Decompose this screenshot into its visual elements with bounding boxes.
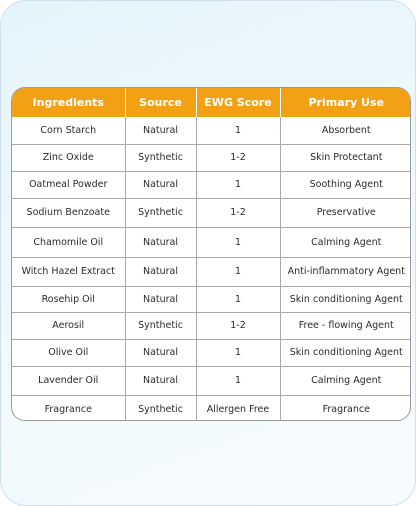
cell-source: Natural [125,227,196,257]
table-row [12,117,411,144]
cell-ingredient: Fragrance [12,395,125,421]
cell-ewg-score: 1 [196,366,280,395]
cell-source: Natural [125,286,196,312]
cell-primary-use: Fragrance [322,403,370,415]
table-row [12,198,411,227]
header-ingredients: Ingredients [12,88,125,117]
cell-ewg-score: 1-2 [196,144,280,171]
cell-ewg-score: 1 [196,257,280,286]
table-row [12,395,411,421]
table-header-row [12,88,411,117]
cell-ingredient: Sodium Benzoate [12,198,125,227]
cell-source: Synthetic [125,198,196,227]
ingredients-table-grid [12,88,411,421]
cell-primary-use: Free - flowing Agent [280,312,411,339]
cell-source: Natural [125,339,196,366]
cell-ingredient: Lavender Oil [12,366,125,395]
cell-primary-use: Skin Protectant [280,144,411,171]
table-row [12,286,411,312]
cell-source: Natural [125,366,196,395]
table-row [12,144,411,171]
cell-primary-use: Preservative [280,198,411,227]
cell-ewg-score: 1-2 [196,198,280,227]
cell-source: Synthetic [125,312,196,339]
cell-ewg-score: 1 [196,227,280,257]
cell-ewg-score: Allergen Free [196,395,280,421]
table-row [12,257,411,286]
cell-primary-use: Skin conditioning Agent [280,286,411,312]
cell-ingredient: Aerosil [12,312,125,339]
cell-ingredient: Olive Oil [12,339,125,366]
cell-ewg-score: 1 [196,286,280,312]
cell-ewg-score: 1-2 [196,312,280,339]
cell-ingredient: Zinc Oxide [12,144,125,171]
cell-primary-use: Skin conditioning Agent [280,339,411,366]
header-ewg-score: EWG Score [196,88,280,117]
cell-primary-use: Calming Agent [280,366,411,395]
cell-source: Synthetic [125,395,196,421]
table-row [12,171,411,198]
cell-ewg-score: 1 [196,339,280,366]
header-primary-use: Primary Use [280,88,411,117]
header-source: Source [125,88,196,117]
cell-source: Natural [125,171,196,198]
ingredients-table [11,87,411,421]
cell-primary-use: Soothing Agent [280,171,411,198]
cell-ingredient: Corn Starch [12,117,125,144]
cell-ingredient: Oatmeal Powder [12,171,125,198]
cell-ingredient: Chamomile Oil [12,227,125,257]
cell-source: Natural [125,117,196,144]
cell-primary-use: Absorbent [280,117,411,144]
cell-primary-use: Calming Agent [280,227,411,257]
table-row [12,366,411,395]
cell-primary-use: Anti-inflammatory Agent [280,257,411,286]
cell-ingredient: Witch Hazel Extract [12,257,125,286]
cell-source: Natural [125,257,196,286]
cell-ewg-score: 1 [196,117,280,144]
table-row [12,339,411,366]
cell-ingredient: Rosehip Oil [12,286,125,312]
cell-source: Synthetic [125,144,196,171]
table-row [12,312,411,339]
table-row [12,227,411,257]
cell-ewg-score: 1 [196,171,280,198]
